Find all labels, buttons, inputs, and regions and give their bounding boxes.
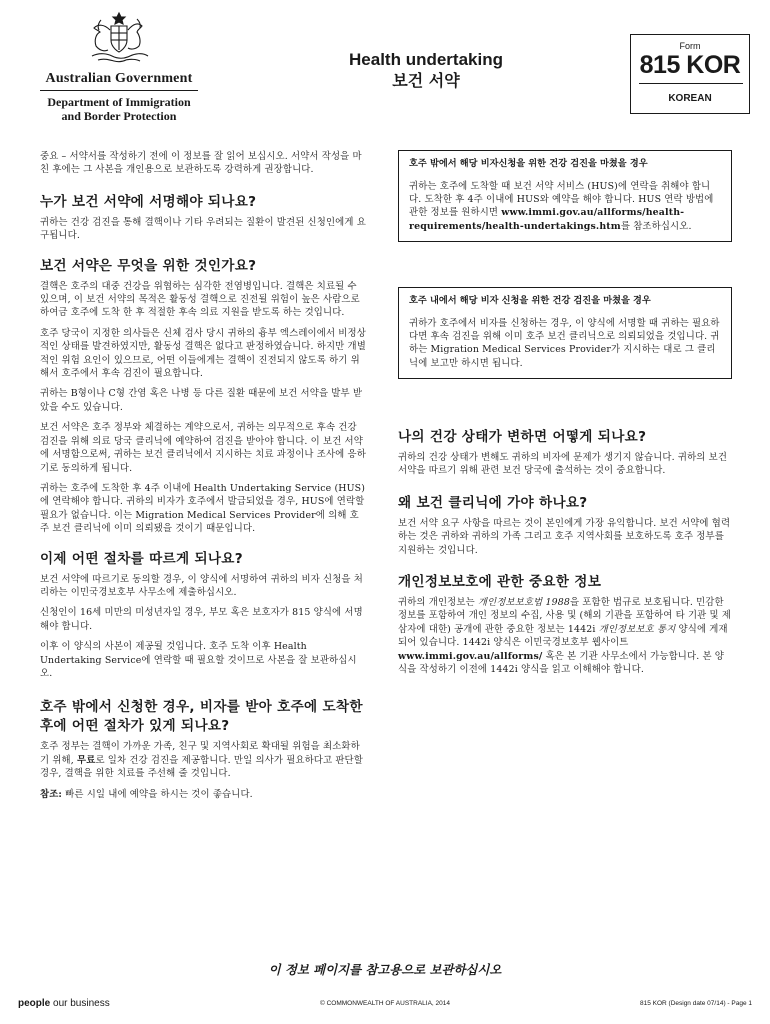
text-run: 호주 정부는 결핵이 가까운 가족, 친구 및 지역사회로 확대될 위험을 최소화하기 위해, <box>40 741 360 766</box>
text-run: 로 일차 건강 검진을 제공합니다. 만일 의사가 필요하다고 판단할 경우, 결핵을 위한 치료를 주선해 줄 것입니다. <box>40 754 363 780</box>
allforms-link[interactable]: www.immi.gov.au/allforms/ <box>398 650 543 662</box>
brand-rest: our business <box>50 998 110 1009</box>
paragraph: 이후 이 양식의 사본이 제공될 것입니다. 호주 도착 이후 Health Undertaking Service에 연락할 때 필요할 것이므로 사본을 잘 보관하십시오. <box>40 641 357 679</box>
form-box-divider <box>639 83 743 84</box>
privacy-notice-title: 개인정보보호 통지 <box>598 623 676 635</box>
paragraph: 보건 서약 요구 사항을 따르는 것이 본인에게 가장 유익합니다. 보건 서약에 협력하는 것은 귀하와 귀하의 가족 그리고 호주 지역사회를 보호하도록 호주 정부를 지원하는 것입니다. <box>398 517 731 556</box>
paragraph: 호주 당국이 지정한 의사들은 신체 검사 당시 귀하의 흉부 엑스레이에서 비정상적인 상태를 발견하였지만, 활동성 결핵은 없다고 판정하였습니다. 하지만 개별적인 위험 요인이 있으므로, 어떤 이들에게는 결핵이 진전되지 않도록 하기 위해서 호주에서 후속 검진이 필요합니다. <box>40 327 366 380</box>
box-title: 호주 내에서 해당 비자 신청을 위한 건강 검진을 마쳤을 경우 <box>409 295 651 306</box>
section-heading-who-signs: 누가 보건 서약에 서명해야 되나요? <box>40 193 257 210</box>
paragraph: 신청인이 16세 미만의 미성년자일 경우, 부모 혹은 보호자가 815 양식에 서명해야 합니다. <box>40 607 363 632</box>
coat-of-arms-logo <box>84 10 154 70</box>
note-paragraph <box>40 788 368 801</box>
section-heading-why-clinic: 왜 보건 클리닉에 가야 하나요? <box>398 494 588 511</box>
paragraph <box>398 596 732 676</box>
health-undertakings-link[interactable]: www.immi.gov.au/allforms/health-requirements/health-undertakings.htm <box>409 207 685 232</box>
text-run: 혹은 본 기관 사무소에서 가능합니다. 본 양식을 작성하기 이전에 1442i 양식을 읽고 이해해야 합니다. <box>398 650 725 676</box>
paragraph <box>40 740 368 780</box>
paragraph: 보건 서약에 따르기로 동의할 경우, 이 양식에 서명하여 귀하의 비자 신청을 처리하는 이민국경보호부 사무소에 제출하십시오. <box>40 573 363 598</box>
government-name: Australian Government <box>45 71 193 86</box>
footer-brand <box>18 998 110 1009</box>
paragraph: 귀하는 건강 검진을 통해 결핵이나 기타 우려되는 질환이 발견된 신청인에게 요구됩니다. <box>40 216 366 242</box>
emphasis-free: 무료 <box>77 754 96 766</box>
paragraph: 귀하의 건강 상태가 변해도 귀하의 비자에 문제가 생기지 않습니다. 귀하의 보건 서약을 따르기 위해 관련 보건 당국에 출석하는 것이 중요합니다. <box>398 452 728 477</box>
footer-page-info: 815 KOR (Design date 07/14) - Page 1 <box>639 1000 752 1007</box>
note-label: 참조: <box>40 788 63 800</box>
section-heading-next-steps: 이제 어떤 절차를 따르게 되나요? <box>40 550 243 567</box>
header-divider <box>40 90 198 91</box>
box-title: 호주 밖에서 해당 비자신청을 위한 건강 검진을 마쳤을 경우 <box>409 158 648 169</box>
form-language: KOREAN <box>668 93 712 104</box>
text-run: 귀하의 개인정보는 <box>398 597 478 609</box>
form-label: Form <box>679 41 701 51</box>
paragraph: 귀하가 호주에서 비자를 신청하는 경우, 이 양식에 서명할 때 귀하는 필요하다면 후속 검진을 위해 이미 호주 보건 클리닉으로 의뢰되었을 것입니다. 귀하는 Migration Medical Services Provider가 지시하는 대로 그 클리닉에 보고만 하시면 됩니다. <box>409 317 720 369</box>
paragraph: 결핵은 호주의 대중 건강을 위협하는 심각한 전염병입니다. 결핵은 치료될 수 있으며, 이 보건 서약의 목적은 활동성 결핵으로 진전될 위험이 높은 사람으로 하여금 호주에 도착 한 후 적절한 후속 의료 지원을 받도록 하는 것입니다. <box>40 280 360 319</box>
intro-paragraph: 중요 – 서약서를 작성하기 전에 이 정보를 잘 읽어 보십시오. 서약서 작성을 마친 후에는 그 사본을 개인용으로 보관하도록 강력하게 권장합니다. <box>40 151 362 176</box>
right-column <box>398 428 732 676</box>
info-box-inside-australia <box>398 287 732 379</box>
paragraph <box>409 180 721 234</box>
document-title-korean: 보건 서약 <box>392 71 460 90</box>
left-column <box>40 150 368 801</box>
document-title: Health undertaking <box>349 50 503 69</box>
keep-for-reference-note: 이 정보 페이지를 참고용으로 보관하십시오 <box>268 962 502 977</box>
text-run: 를 참조하십시오. <box>620 220 692 232</box>
text-run: 을 포함한 법규로 보호됩니다. 민감한 정보를 포함하여 개인 정보의 수집, 사용 및 (해외 기관을 포함하여 타 기관 및 제 삼자에 대한) 공개에 관한 중요한 정보는 1442i <box>398 597 732 635</box>
info-box-outside-australia <box>398 150 732 242</box>
section-heading-privacy: 개인정보보호에 관한 중요한 정보 <box>398 574 602 591</box>
form-number: 815 KOR <box>639 51 741 79</box>
section-heading-health-change: 나의 건강 상태가 변하면 어떻게 되나요? <box>398 429 647 445</box>
paragraph: 귀하는 호주에 도착한 후 4주 이내에 Health Undertaking Service (HUS)에 연락해야 합니다. 귀하의 비자가 호주에서 발급되었을 경우, HUS에 연락할 필요가 없습니다. 이는 Migration Medical Services Provider에 의해 호주 보건 클리닉에 이미 의뢰됐을 것이기 때문입니다. <box>40 482 366 535</box>
brand-strong: people <box>18 998 51 1009</box>
department-name: Department of Immigration and Border Protection <box>47 95 191 123</box>
section-heading-purpose: 보건 서약은 무엇을 위한 것인가요? <box>40 257 257 274</box>
paragraph: 귀하는 B형이나 C형 간염 혹은 나병 등 다른 질환 때문에 보건 서약을 발부 받았을 수도 있습니다. <box>40 388 363 413</box>
note-text: 빠른 시일 내에 예약을 하시는 것이 좋습니다. <box>62 788 253 800</box>
paragraph: 보건 서약은 호주 정부와 체결하는 계약으로서, 귀하는 의무적으로 후속 건강 검진을 위해 의료 당국 클리닉에 예약하여 검진을 받아야 합니다. 이 보건 서약에 서명함으로써, 귀하는 보건 클리닉에서 지시하는 치료 과정이나 조사에 응하기로 동의하게 됩니다. <box>40 422 366 474</box>
footer-copyright: © COMMONWEALTH OF AUSTRALIA, 2014 <box>320 1000 450 1007</box>
section-heading-after-arrival: 호주 밖에서 신청한 경우, 비자를 받아 호주에 도착한 후에 어떤 절차가 있게 되나요? <box>40 699 363 735</box>
text-run: 양식에 게재되어 있습니다. 1442i 양식은 이민국경보호부 웹사이트 <box>398 623 728 649</box>
form-id-box <box>630 34 750 114</box>
privacy-act-title: 개인정보보호법 1988 <box>477 597 570 609</box>
text-run: 귀하는 호주에 도착할 때 보건 서약 서비스 (HUS)에 연락을 취해야 합니다. 도착한 후 4주 이내에 HUS와 예약을 해야 합니다. HUS 연락 방법에 관한 정보를 원하시면 <box>409 180 714 219</box>
